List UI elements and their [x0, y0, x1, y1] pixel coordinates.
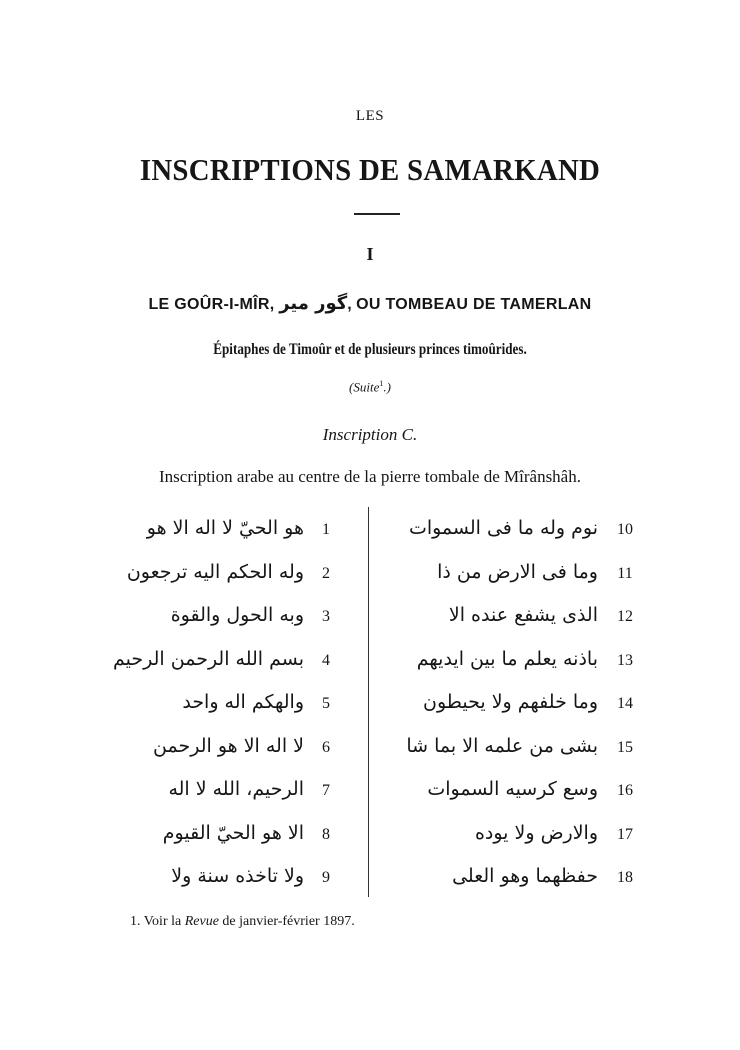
- column-divider: [368, 507, 369, 897]
- inscription-line-text: وسع كرسيه السموات: [427, 778, 598, 800]
- suite-close: .): [383, 379, 391, 395]
- inscription-line-text: باذنه يعلم ما بين ايديهم: [416, 647, 598, 670]
- line-number: 14: [617, 695, 633, 712]
- suite-note: [0, 379, 740, 395]
- inscription-line: [108, 861, 338, 901]
- inscription-line: [392, 600, 640, 640]
- inscription-line: [392, 861, 640, 901]
- line-number: 7: [322, 782, 330, 799]
- inscription-line: [392, 513, 640, 553]
- inscription-line-text: والارض ولا يوده: [474, 821, 598, 844]
- inscription-line-text: الذى يشفع عنده الا: [448, 604, 598, 626]
- inscription-line-text: وما خلفهم ولا يحيطون: [423, 691, 598, 713]
- inscription-line: [108, 818, 338, 858]
- inscription-description: Inscription arabe au centre de la pierre tombale de Mîrânshâh.: [159, 467, 581, 486]
- line-number: 8: [322, 825, 330, 843]
- inscription-line: [108, 600, 338, 640]
- inscription-line: [108, 774, 338, 814]
- line-number: 5: [322, 695, 330, 712]
- inscription-line-text: هو الحيّ لا اله الا هو: [146, 517, 304, 539]
- inscription-line-text: لا اله الا هو الرحمن: [153, 734, 304, 757]
- line-number: 3: [322, 608, 330, 625]
- section-subtitle: Épitaphes de Timoûr et de plusieurs princes timoûrides.: [213, 341, 527, 358]
- inscription-line: [108, 513, 338, 553]
- suite-footnote-ref: 1: [379, 379, 384, 388]
- footnote-after: de janvier-février 1897.: [222, 914, 355, 929]
- inscription-line-text: نوم وله ما فى السموات: [408, 517, 598, 539]
- inscription-line-text: الرحيم، الله لا اله: [168, 778, 304, 800]
- line-number: 15: [617, 738, 633, 756]
- inscription-line-text: الا هو الحيّ القيوم: [162, 821, 304, 844]
- inscription-line: [108, 557, 338, 597]
- inscription-label: Inscription C.: [322, 425, 418, 444]
- line-number: 16: [617, 782, 633, 799]
- inscription-line-text: والهكم اله واحد: [182, 691, 304, 713]
- section-title: [0, 293, 740, 314]
- section-number: I: [366, 244, 374, 264]
- title-rule: [354, 213, 400, 215]
- inscription-line: [392, 774, 640, 814]
- inscription-line: [392, 731, 640, 771]
- line-number: 1: [322, 521, 330, 538]
- line-number: 4: [322, 651, 330, 669]
- line-number: 12: [617, 608, 633, 625]
- line-number: 11: [617, 564, 633, 582]
- line-number: 9: [322, 869, 330, 886]
- inscription-line-text: بسم الله الرحمن الرحيم: [113, 647, 304, 670]
- inscription-line: [392, 818, 640, 858]
- line-number: 17: [617, 825, 633, 843]
- section-title-arabic: گور مير: [279, 293, 348, 314]
- inscription-line-text: بشى من علمه الا بما شا: [406, 734, 598, 757]
- inscription-line: [392, 557, 640, 597]
- line-number: 13: [617, 651, 633, 669]
- inscription-line: [108, 687, 338, 727]
- inscription-line: [108, 644, 338, 684]
- running-header: LES: [355, 108, 385, 124]
- inscription-line: [392, 644, 640, 684]
- section-title-after: , OU TOMBEAU DE TAMERLAN: [347, 296, 592, 313]
- line-number: 18: [617, 869, 633, 886]
- footnote: [130, 914, 355, 930]
- inscription-line-text: وما فى الارض من ذا: [437, 560, 598, 583]
- inscription-line-text: وبه الحول والقوة: [170, 604, 304, 626]
- inscription-line-text: ولا تاخذه سنة ولا: [171, 865, 304, 887]
- inscription-line-text: وله الحكم اليه ترجعون: [126, 560, 304, 583]
- suite-text: (Suite: [349, 379, 380, 395]
- section-title-before: LE GOÛR-I-MÎR,: [148, 296, 275, 313]
- inscription-line: [108, 731, 338, 771]
- line-number: 2: [322, 564, 330, 582]
- line-number: 10: [617, 521, 633, 538]
- page-title: INSCRIPTIONS DE SAMARKAND: [139, 152, 601, 187]
- footnote-marker: 1.: [130, 914, 141, 929]
- footnote-journal: Revue: [184, 914, 219, 929]
- line-number: 6: [322, 738, 330, 756]
- inscription-line: [392, 687, 640, 727]
- inscription-line-text: حفظهما وهو العلى: [452, 865, 598, 887]
- footnote-before: Voir la: [143, 914, 182, 929]
